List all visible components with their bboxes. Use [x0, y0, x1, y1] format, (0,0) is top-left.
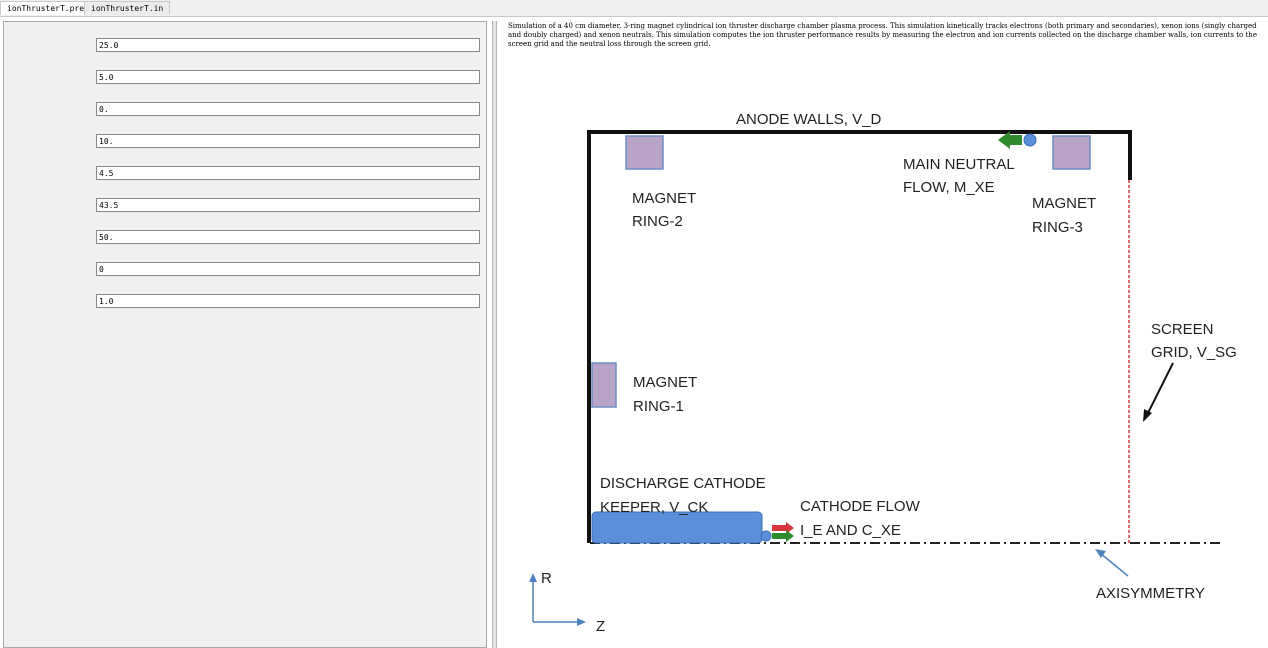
cathode-keeper-label-line2: KEEPER, V_CK	[600, 499, 709, 516]
discharge-cathode-keeper	[592, 512, 762, 543]
r-axis-label: R	[541, 570, 552, 587]
screen-grid-label-line2: GRID, V_SG	[1151, 344, 1237, 361]
magnet-ring-1	[592, 363, 616, 407]
cathode-flow-green-arrow	[772, 530, 794, 542]
magnet-ring-2	[626, 136, 663, 169]
z-axis-arrowhead	[577, 618, 586, 626]
cathode-keeper-label-line1: DISCHARGE CATHODE	[600, 475, 766, 492]
magnet-ring-3-label-line1: MAGNET	[1032, 195, 1097, 212]
screen-grid-label-line1: SCREEN	[1151, 321, 1214, 338]
cathode-flow-red-arrow	[772, 522, 794, 534]
axisymmetry-pointer	[1100, 553, 1128, 576]
z-axis-label: Z	[596, 618, 606, 635]
cathode-orifice-dot	[761, 531, 771, 541]
main-neutral-label-line1: MAIN NEUTRAL	[903, 156, 1015, 173]
magnet-ring-1-label-line1: MAGNET	[633, 374, 698, 391]
magnet-ring-2-label-line1: MAGNET	[632, 190, 697, 207]
axisymmetry-label: AXISYMMETRY	[1096, 585, 1205, 602]
main-neutral-label-line2: FLOW, M_XE	[903, 179, 995, 196]
tab-ionthrustert-pre[interactable]: ionThrusterT.pre	[0, 1, 91, 15]
cathode-flow-label-line1: CATHODE FLOW	[800, 498, 920, 515]
magnet-ring-3	[1053, 136, 1090, 169]
magnet-ring-1-label-line2: RING-1	[633, 398, 684, 415]
neutral-inlet-dot	[1024, 134, 1036, 146]
anode-walls-label: ANODE WALLS, V_D	[736, 111, 882, 128]
magnet-ring-2-label-line2: RING-2	[632, 213, 683, 230]
magnet-ring-3-label-line2: RING-3	[1032, 219, 1083, 236]
tab-ionthrustert-in[interactable]: ionThrusterT.in	[84, 1, 170, 15]
screen-grid-pointer	[1146, 363, 1173, 417]
simulation-description: Simulation of a 40 cm diameter, 3-ring magnet cylindrical ion thruster discharge chamber plasma process. This simulation kinetically tracks electrons (both primary and secondaries), xenon ions (singly charged and doubly charged) and xenon neutrals. This simulation computes the ion thruster performance results by measuring the electron and ion currents collected on the discharge chamber walls, ion currents to the screen grid and the neutral loss through the screen grid.	[508, 22, 1257, 48]
screen-grid-arrowhead	[1143, 409, 1152, 422]
cathode-flow-label-line2: I_E AND C_XE	[800, 522, 901, 539]
r-axis-arrowhead	[529, 573, 537, 582]
